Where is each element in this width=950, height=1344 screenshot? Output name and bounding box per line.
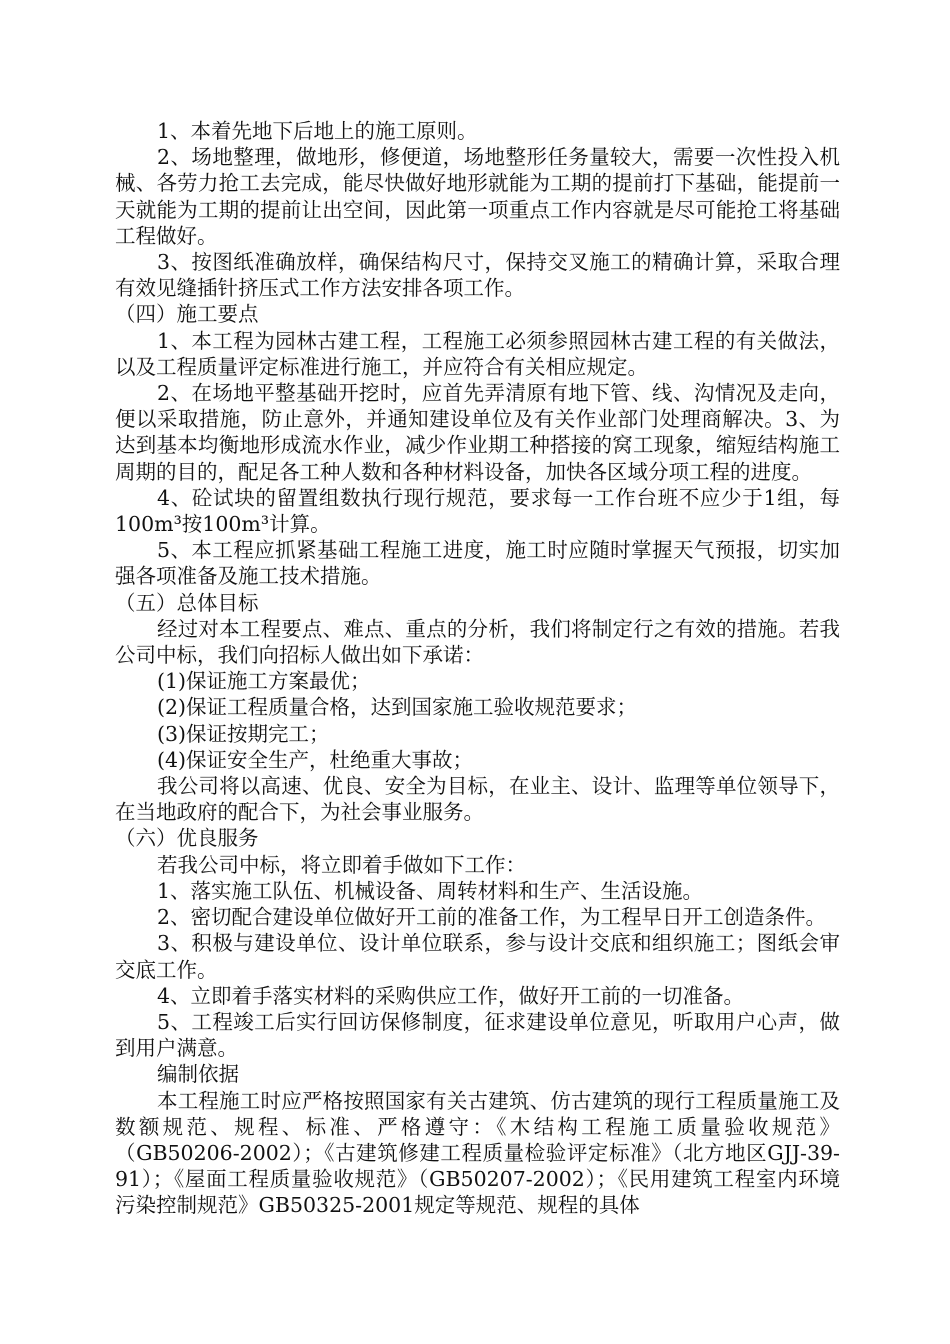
paragraph-service-5: 5、工程竣工后实行回访保修制度，征求建设单位意见，听取用户心声，做到用户满意。 [115, 1009, 840, 1061]
paragraph-principle-3: 3、按图纸准确放样，确保结构尺寸，保持交叉施工的精确计算，采取合理有效见缝插针挤压式工作方法安排各项工作。 [115, 250, 840, 301]
paragraph-service-1: 1、落实施工队伍、机械设备、周转材料和生产、生活设施。 [157, 878, 704, 903]
paragraph-principle-1: 1、本着先地下后地上的施工原则。 [157, 119, 478, 143]
paragraph-service-intro: 若我公司中标，将立即着手做如下工作： [157, 852, 526, 877]
subheading-compilation-basis: 编制依据 [157, 1062, 239, 1087]
paragraph-goal-intro: 经过对本工程要点、难点、重点的分析，我们将制定行之有效的措施。若我公司中标，我们向招标人做出如下承诺： [115, 616, 840, 668]
section-heading-5: （五）总体目标 [115, 590, 259, 615]
paragraph-key-point-1: 1、本工程为园林古建工程，工程施工必须参照园林古建工程的有关做法，以及工程质量评定标准进行施工，并应符合有关相应规定。 [115, 328, 840, 379]
section-heading-6: （六）优良服务 [115, 826, 259, 851]
paragraph-key-point-4: 4、砼试块的留置组数执行现行规范，要求每一工作台班不应少于1组，每100m³按100m³计算。 [115, 485, 840, 537]
paragraph-service-3: 3、积极与建设单位、设计单位联系，参与设计交底和组织施工；图纸会审交底工作。 [115, 931, 840, 982]
paragraph-compilation-basis: 本工程施工时应严格按照国家有关古建筑、仿古建筑的现行工程质量施工及数额规范、规程、标准、严格遵守：《木结构工程施工质量验收规范》（GB50206-2002）；《古建筑修建工程质量检验评定标准》（北方地区GJJ-39-91）；《屋面工程质量验收规范》（GB50207-2002）；《民用建筑工程室内环境污染控制规范》GB50325-2001规定等规范、规程的具体 [115, 1088, 840, 1218]
section-heading-4: （四）施工要点 [115, 302, 259, 327]
paragraph-key-point-5: 5、本工程应抓紧基础工程施工进度，施工时应随时掌握天气预报，切实加强各项准备及施工技术措施。 [115, 538, 840, 589]
paragraph-key-point-2: 2、在场地平整基础开挖时，应首先弄清原有地下管、线、沟情况及走向，便以采取措施，防止意外，并通知建设单位及有关作业部门处理商解决。3、为达到基本均衡地形成流水作业，减少作业期工种搭接的窝工现象，缩短结构施工周期的目的，配足各工种人数和各种材料设备，加快各区域分项工程的进度。 [115, 381, 840, 484]
document-page [115, 118, 840, 1219]
list-item-2: (2)保证工程质量合格，达到国家施工验收规范要求； [157, 695, 638, 720]
list-item-1: (1)保证施工方案最优； [157, 669, 371, 694]
paragraph-service-2: 2、密切配合建设单位做好开工前的准备工作，为工程早日开工创造条件。 [157, 905, 827, 930]
list-item-4: (4)保证安全生产，杜绝重大事故； [157, 747, 474, 772]
list-item-3: (3)保证按期完工； [157, 721, 330, 746]
paragraph-principle-2: 2、场地整理，做地形，修便道，场地整形任务量较大，需要一次性投入机械、各劳力抢工去完成，能尽快做好地形就能为工期的提前打下基础，能提前一天就能为工期的提前让出空间，因此第一项重点工作内容就是尽可能抢工将基础工程做好。 [115, 145, 840, 248]
paragraph-goal-summary: 我公司将以高速、优良、安全为目标，在业主、设计、监理等单位领导下，在当地政府的配合下，为社会事业服务。 [115, 774, 840, 825]
paragraph-service-4: 4、立即着手落实材料的采购供应工作，做好开工前的一切准备。 [157, 983, 745, 1008]
